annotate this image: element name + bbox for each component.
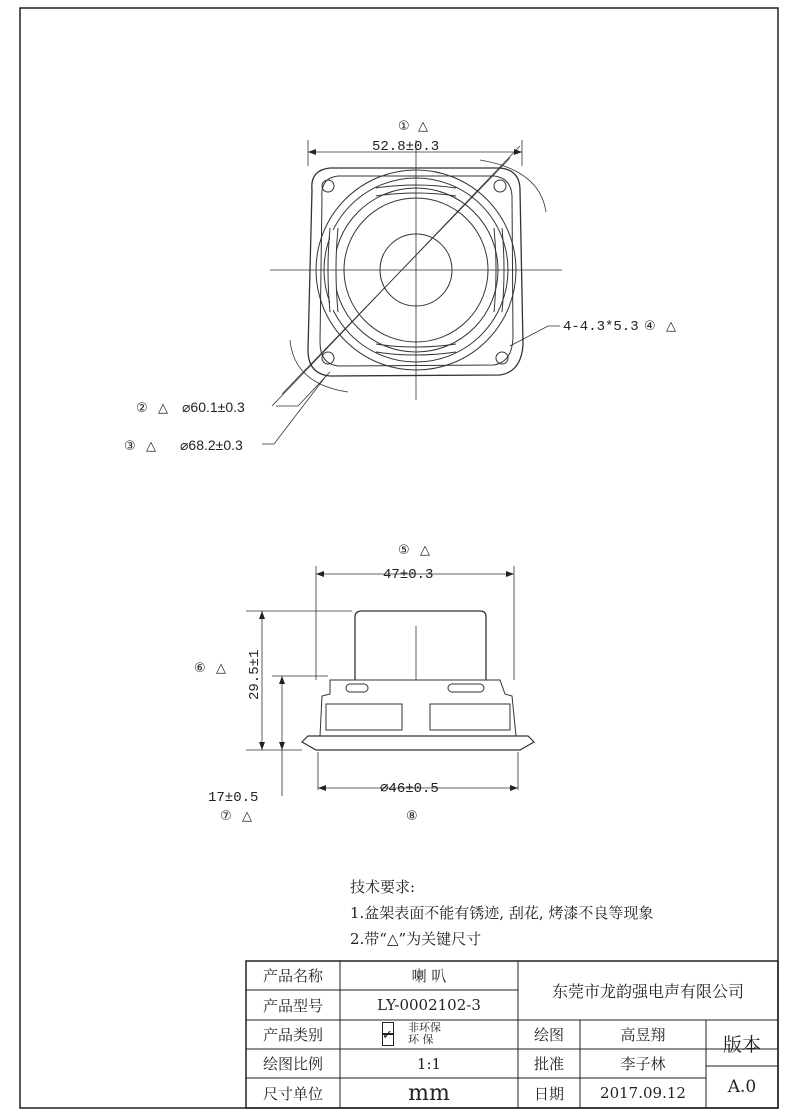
top-width-dimension: 47±0.3 — [383, 567, 434, 583]
note-item-1: 1.盆架表面不能有锈迹, 刮花, 烤漆不良等现象 — [350, 904, 654, 922]
side-slot-left — [346, 684, 368, 692]
triangle-icon: △ — [216, 661, 226, 676]
label-num-4: ④ — [644, 319, 656, 334]
value-unit: mm — [408, 1080, 450, 1106]
frame-body — [320, 680, 516, 736]
label-product-name: 产品名称 — [262, 968, 323, 985]
checked-box-icon — [382, 1034, 394, 1046]
side-view — [246, 566, 534, 796]
label-date: 日期 — [533, 1085, 564, 1103]
frame-outline — [308, 168, 523, 376]
label-product-model: 产品型号 — [262, 997, 323, 1015]
label-num-2: ② — [136, 401, 148, 416]
notes-heading: 技术要求: — [350, 878, 416, 896]
side-slot-right — [448, 684, 484, 692]
side-labels — [194, 543, 439, 824]
label-product-category: 产品类别 — [262, 1027, 323, 1044]
value-date: 2017.09.12 — [600, 1084, 686, 1102]
option-non-env: 非环保 — [382, 1022, 441, 1034]
label-num-5: ⑤ — [398, 543, 410, 558]
mount-hole-tr — [494, 180, 506, 192]
lower-height-dimension: 17±0.5 — [208, 790, 259, 806]
value-scale: 1:1 — [416, 1054, 442, 1073]
magnet-block — [355, 611, 486, 680]
flange — [302, 736, 534, 750]
technical-notes — [350, 874, 653, 952]
label-num-7: ⑦ — [220, 809, 232, 824]
value-product-model: LY-0002102-3 — [377, 996, 481, 1014]
side-window-left — [326, 704, 402, 730]
dia1-dimension: ⌀60.1±0.3 — [182, 399, 245, 415]
triangle-icon: △ — [158, 401, 168, 416]
top-labels — [124, 119, 676, 454]
value-drawer: 高昱翔 — [620, 1027, 666, 1044]
label-num-6: ⑥ — [194, 661, 206, 676]
label-version: 版本 — [722, 1034, 761, 1056]
label-draw: 绘图 — [533, 1027, 564, 1044]
label-num-8: ⑧ — [406, 809, 418, 824]
triangle-icon: △ — [146, 439, 156, 454]
width-dimension: 52.8±0.3 — [372, 139, 440, 155]
base-dia-dimension: ⌀46±0.5 — [380, 781, 439, 797]
triangle-icon: △ — [666, 319, 676, 334]
note-item-2: 2.带“△”为关键尺寸 — [350, 930, 482, 948]
side-window-right — [430, 704, 510, 730]
label-unit: 尺寸单位 — [262, 1085, 323, 1103]
hole-dimension: 4-4.3*5.3 — [563, 319, 639, 335]
triangle-icon: △ — [418, 119, 428, 134]
label-approve: 批准 — [533, 1056, 564, 1073]
value-approver: 李子林 — [620, 1056, 666, 1073]
label-scale: 绘图比例 — [262, 1056, 323, 1073]
option-env: ✓环 保 — [382, 1034, 441, 1046]
value-version: A.0 — [727, 1077, 757, 1097]
label-num-3: ③ — [124, 439, 136, 454]
category-options — [382, 1022, 441, 1046]
height-dimension: 29.5±1 — [247, 649, 263, 700]
triangle-icon: △ — [242, 809, 252, 824]
frame-inner — [320, 176, 513, 366]
top-view — [262, 140, 562, 444]
label-num-1: ① — [398, 119, 410, 134]
company-name: 东莞市龙韵强电声有限公司 — [551, 984, 744, 1001]
triangle-icon: △ — [420, 543, 430, 558]
value-product-name: 喇 叭 — [411, 967, 447, 985]
dia2-dimension: ⌀68.2±0.3 — [180, 437, 243, 453]
mount-hole-tl — [322, 180, 334, 192]
